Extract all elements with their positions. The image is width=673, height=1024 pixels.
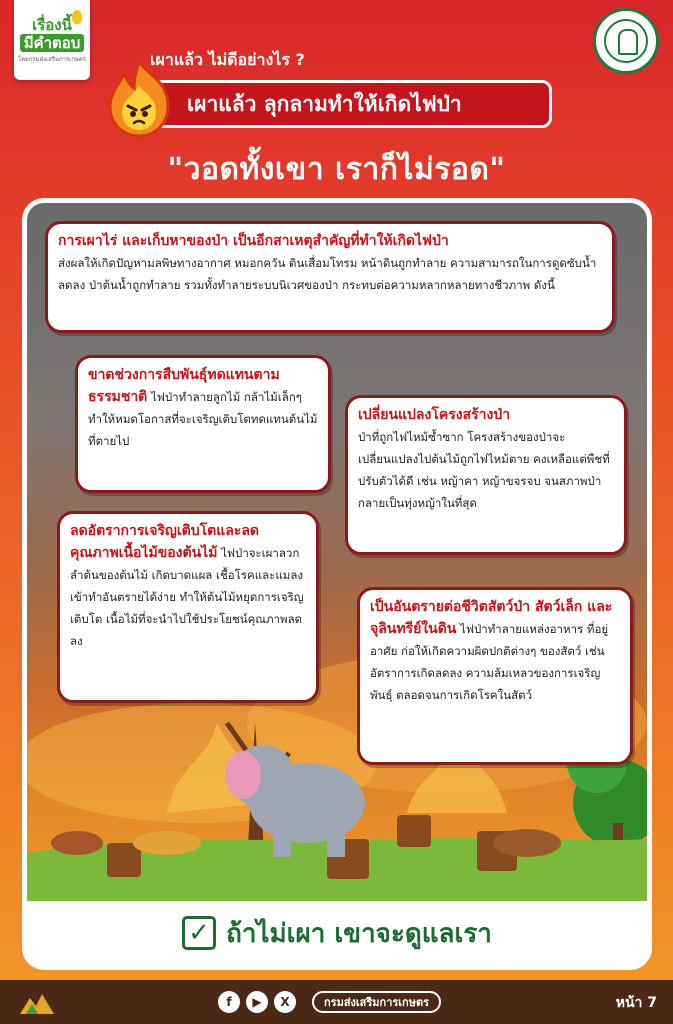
page-title: "วอดทั้งเขา เราก็ไม่รอด": [167, 152, 506, 187]
effect-card: [57, 511, 319, 703]
effect-heading: เปลี่ยนแปลงโครงสร้างป่า: [358, 407, 511, 423]
department-name: กรมส่งเสริมการเกษตร: [312, 991, 441, 1013]
lightbulb-icon: [72, 10, 82, 24]
cta-text: ถ้าไม่เผา เขาจะดูแลเรา: [226, 918, 492, 949]
headline-bar: [132, 80, 552, 128]
effect-heading: เป็นอันตรายต่อชีวิตสัตว์ป่า สัตว์เล็ก และจุลินทรีย์ในดิน: [370, 599, 613, 637]
call-to-action: [27, 901, 647, 965]
effect-body: ไฟป่าจะเผาลวกลำต้นของต้นไม้ เกิดบาดแผล เชื้อโรคและแมลงเข้าทำอันตรายได้ง่าย ทำให้ต้นไม้หยุดการเจริญเติบโต เนื้อไม้ที่จะนำไปใช้ประโยชน์คุณภาพลดลง: [70, 546, 304, 648]
effect-body: ป่าที่ถูกไฟไหม้ซ้ำซาก โครงสร้างของป่าจะเปลี่ยนแปลงไปต้นไม้ถูกไฟไหม้ตาย คงเหลือแต่พืชที่ปรับตัวได้ดี เช่น หญ้าคา หญ้าขจรจบ จนสภาพป่า กลายเป็นทุ่งหญ้าในที่สุด: [358, 430, 610, 510]
youtube-icon[interactable]: ▶: [246, 991, 268, 1013]
page-number: หน้า 7: [615, 995, 657, 1011]
facebook-icon[interactable]: f: [218, 991, 240, 1013]
effect-heading: ลดอัตราการเจริญเติบโตและลดคุณภาพเนื้อไม้ของต้นไม้: [70, 523, 260, 561]
effect-body: ไฟป่าทำลายแหล่งอาหาร ที่อยู่อาศัย ก่อให้เกิดความผิดปกติต่างๆ ของสัตว์ เช่น อัตราการเกิดลดลง ความล้มเหลวของการเจริญพันธุ์ ตลอดจนการเกิดโรคในสัตว์: [370, 622, 609, 702]
footer-bar: [0, 980, 673, 1024]
angry-fire-icon: [98, 60, 180, 138]
mountain-logo-icon: [20, 992, 54, 1014]
header-kicker: เผาแล้ว ไม่ดีอย่างไร ?: [150, 50, 305, 69]
effect-heading: ขาดช่วงการสืบพันธุ์ทดแทนตามธรรมชาติ: [88, 367, 280, 405]
effect-card: [75, 355, 331, 493]
x-twitter-icon[interactable]: X: [274, 991, 296, 1013]
intro-body: ส่งผลให้เกิดปัญหามลพิษทางอากาศ หมอกควัน ดินเสื่อมโทรม หน้าดินถูกทำลาย ความสามารถในการดูดซับน้ำลดลง ป่าต้นน้ำถูกทำลาย รวมทั้งทำลายระบบนิเวศของป่า กระทบต่อความหลากหลายทางชีวภาพ ดังนี้: [58, 256, 597, 292]
content-panel: [22, 198, 652, 970]
logo-line2: มีคำตอบ: [20, 34, 85, 52]
logo-line1: เรื่องนี้: [32, 15, 72, 34]
checkbox-check-icon: ✓: [182, 916, 216, 950]
intro-heading: การเผาไร่ และเก็บหาของป่า เป็นอีกสาเหตุสำคัญที่ทำให้เกิดไฟป่า: [58, 233, 449, 249]
social-links: [218, 991, 296, 1013]
department-seal-icon: [593, 8, 659, 74]
effect-card: [345, 395, 627, 555]
effect-card: [357, 587, 633, 765]
headline-text: เผาแล้ว ลุกลามทำให้เกิดไฟป่า: [187, 91, 462, 116]
brand-logo: [14, 0, 90, 80]
logo-tag: โดยกรมส่งเสริมการเกษตร: [18, 55, 86, 63]
effect-body: ไฟป่าทำลายลูกไม้ กล้าไม้เล็กๆ ทำให้หมดโอกาสที่จะเจริญเติบโตทดแทนต้นไม้ที่ตายไป: [88, 390, 318, 448]
intro-box: [45, 221, 615, 333]
